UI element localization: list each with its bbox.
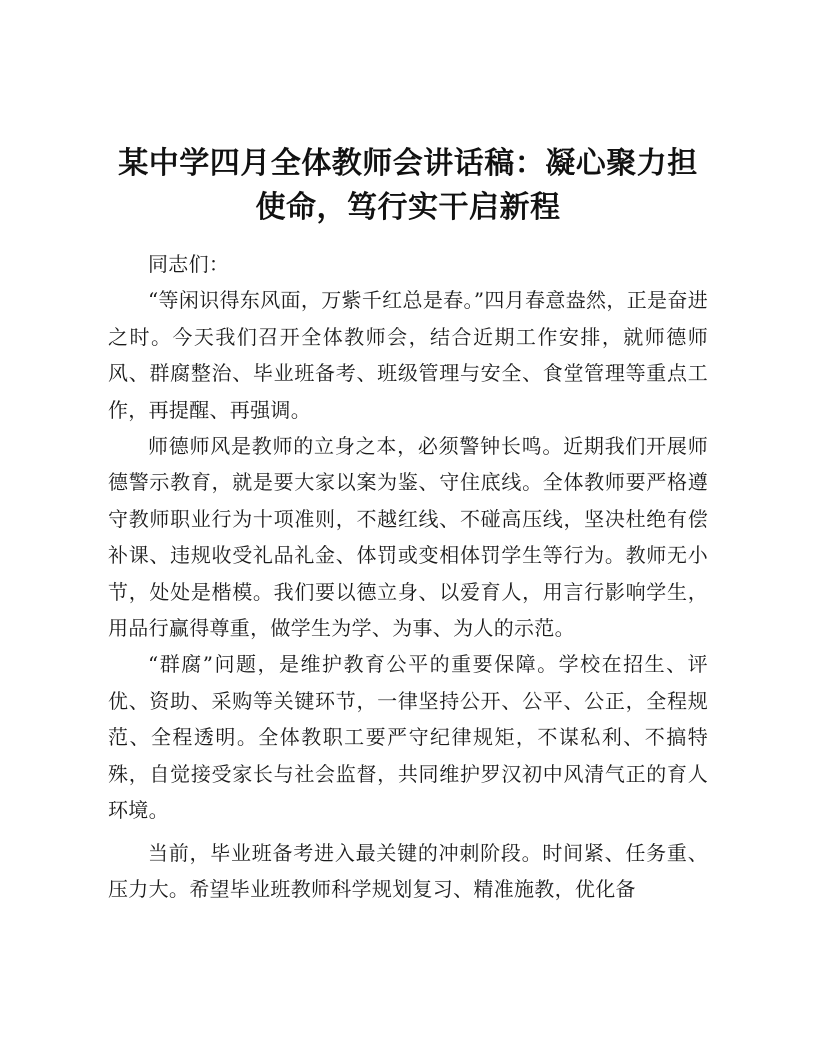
document-title: 某中学四月全体教师会讲话稿：凝心聚力担使命，笃行实干启新程 (118, 146, 698, 225)
paragraph-intro: “等闲识得东风面，万紫千红总是春。”四月春意盎然，正是奋进之时。今天我们召开全体教师会，结合近期工作安排，就师德师风、群腐整治、毕业班备考、班级管理与安全、食堂管理等重点工作，再提醒、再强调。 (108, 288, 708, 422)
paragraph-graduation-prep: 当前，毕业班备考进入最关键的冲刺阶段。时间紧、任务重、压力大。希望毕业班教师科学规划复习、精准施教，优化备 (108, 840, 708, 901)
paragraph-teacher-ethics: 师德师风是教师的立身之本，必须警钟长鸣。近期我们开展师德警示教育，就是要大家以案为鉴、守住底线。全体教师要严格遵守教师职业行为十项准则，不越红线、不碰高压线，坚决杜绝有偿补课、违规收受礼品礼金、体罚或变相体罚学生等行为。教师无小节，处处是楷模。我们要以德立身、以爱育人，用言行影响学生，用品行赢得尊重，做学生为学、为事、为人的示范。 (108, 434, 708, 641)
paragraph-anti-corruption: “群腐”问题，是维护教育公平的重要保障。学校在招生、评优、资助、采购等关键环节，一律坚持公开、公平、公正，全程规范、全程透明。全体教职工要严守纪律规矩，不谋私利、不搞特殊，自觉接受家长与社会监督，共同维护罗汉初中风清气正的育人环境。 (108, 652, 708, 823)
salutation: 同志们： (148, 252, 230, 276)
document-body (108, 246, 708, 907)
